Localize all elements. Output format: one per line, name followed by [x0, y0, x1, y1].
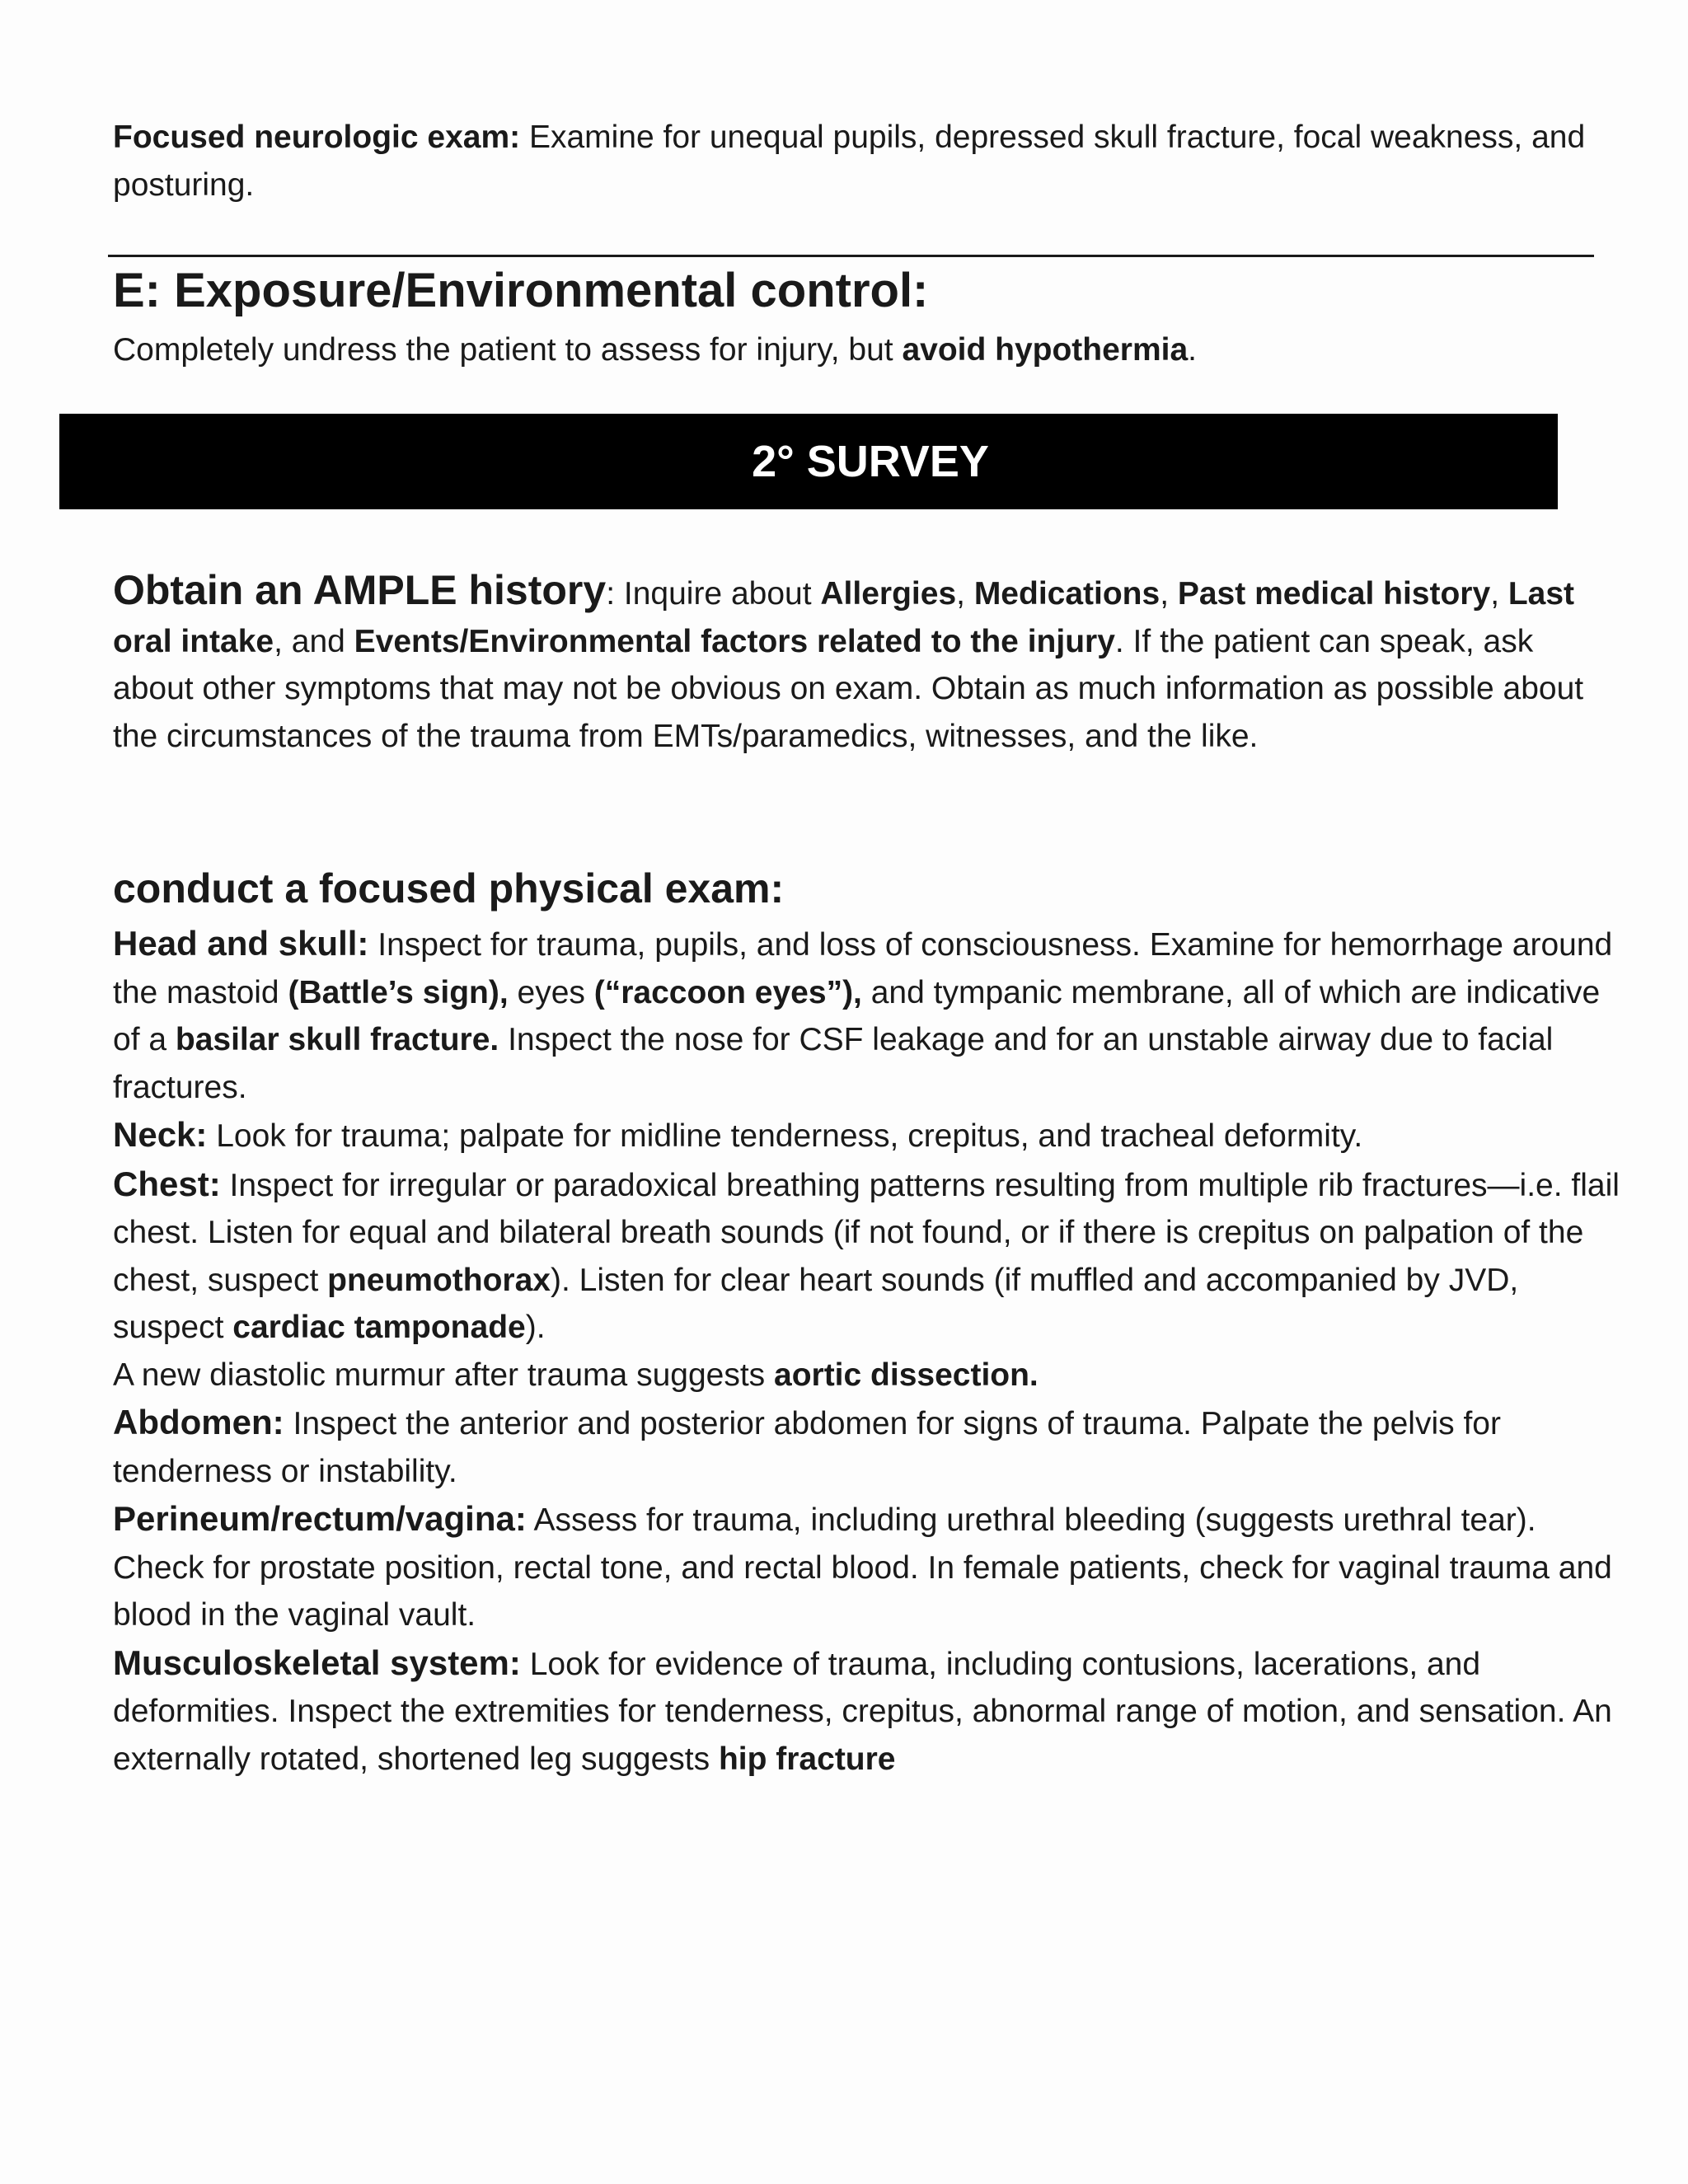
- neuro-exam-paragraph: [113, 114, 1613, 209]
- ample-heading: Obtain an AMPLE history: [113, 567, 607, 613]
- physical-exam-heading: conduct a focused physical exam:: [113, 865, 785, 912]
- battles-sign: (Battle’s sign),: [288, 974, 509, 1010]
- chest-paragraph: [113, 1160, 1621, 1352]
- pneumothorax: pneumothorax: [327, 1262, 551, 1298]
- exposure-bold: avoid hypothermia: [902, 332, 1189, 368]
- murmur-paragraph: [113, 1352, 1621, 1399]
- abdomen-paragraph: [113, 1399, 1621, 1495]
- musculoskeletal-paragraph: [113, 1639, 1621, 1783]
- ample-medications: Medications: [973, 576, 1160, 612]
- head-text: Inspect for trauma, pupils, and loss of consciousness. Examine for hemorrhage around the mastoid: [113, 927, 1613, 1010]
- murmur-text: A new diastolic murmur after trauma suggests: [113, 1357, 774, 1393]
- head-skull-paragraph: [113, 920, 1621, 1111]
- exposure-text-end: .: [1188, 332, 1198, 368]
- raccoon-eyes: (“raccoon eyes”),: [593, 974, 862, 1010]
- abdomen-label: Abdomen:: [113, 1403, 284, 1441]
- neck-label: Neck:: [113, 1115, 208, 1154]
- exposure-text: Completely undress the patient to assess for injury, but: [113, 332, 903, 368]
- musculoskeletal-text: Look for evidence of trauma, including contusions, lacerations, and deformities. Inspect the extremities for tenderness, crepitus, abnormal range of motion, and sensation. An externally rotated, shortened leg suggests: [113, 1646, 1612, 1777]
- ample-intro: : Inquire about: [606, 576, 821, 612]
- ample-sep: ,: [1490, 576, 1508, 612]
- ample-last-oral: Last oral intake: [113, 576, 1575, 659]
- head-text: and tympanic membrane, all of which are indicative of a: [113, 974, 1601, 1057]
- abdomen-text: Inspect the anterior and posterior abdomen for signs of trauma. Palpate the pelvis for tenderness or instability.: [113, 1406, 1501, 1489]
- chest-label: Chest:: [113, 1164, 221, 1203]
- perineum-text: Assess for trauma, including urethral bleeding (suggests urethral tear). Check for prostate position, rectal tone, and rectal blood. In female patients, check for vaginal trauma and blood in the vaginal vault.: [113, 1502, 1612, 1633]
- ample-rest: . If the patient can speak, ask about other symptoms that may not be obvious on exam. Obtain as much information as possible about the circumstances of the trauma from EMTs/paramedics, witnesses, and the like.: [113, 623, 1584, 754]
- ample-allergies: Allergies: [820, 576, 957, 612]
- musculoskeletal-label: Musculoskeletal system:: [113, 1643, 521, 1682]
- perineum-paragraph: [113, 1495, 1621, 1639]
- secondary-survey-banner: [59, 414, 1558, 509]
- chest-text: ). Listen for clear heart sounds (if muffled and accompanied by JVD, suspect: [113, 1262, 1519, 1345]
- aortic-dissection: aortic dissection.: [774, 1357, 1039, 1393]
- hip-fracture: hip fracture: [718, 1741, 896, 1777]
- chest-text: Inspect for irregular or paradoxical breathing patterns resulting from multiple rib fractures—i.e. flail chest. Listen for equal and bilateral breath sounds (if not found, or if there is crepitus on palpation of the chest, suspect: [113, 1167, 1620, 1298]
- ample-sep: , and: [274, 623, 354, 659]
- ample-events: Events/Environmental factors related to the injury: [354, 623, 1115, 659]
- basilar-skull-fracture: basilar skull fracture.: [175, 1022, 499, 1057]
- head-text: Inspect the nose for CSF leakage and for an unstable airway due to facial fractures.: [113, 1022, 1554, 1105]
- head-text: eyes: [508, 974, 594, 1010]
- neck-paragraph: [113, 1111, 1621, 1160]
- ample-sep: ,: [956, 576, 974, 612]
- ample-pmh: Past medical history: [1177, 576, 1491, 612]
- perineum-label: Perineum/rectum/vagina:: [113, 1499, 527, 1538]
- cardiac-tamponade: cardiac tamponade: [232, 1310, 526, 1345]
- exposure-paragraph: [113, 326, 1613, 374]
- head-skull-label: Head and skull:: [113, 924, 369, 963]
- ample-paragraph: [113, 567, 1621, 760]
- chest-text: ).: [525, 1310, 546, 1345]
- physical-exam-body: [113, 920, 1621, 1783]
- banner-title: 2° SURVEY: [752, 437, 989, 486]
- section-divider: [108, 255, 1594, 257]
- neck-text: Look for trauma; palpate for midline tenderness, crepitus, and tracheal deformity.: [207, 1118, 1363, 1154]
- ample-sep: ,: [1160, 576, 1178, 612]
- neuro-exam-label: Focused neurologic exam:: [113, 120, 521, 155]
- neuro-exam-text: Examine for unequal pupils, depressed skull fracture, focal weakness, and posturing.: [113, 120, 1586, 203]
- exposure-heading: E: Exposure/Environmental control:: [113, 264, 929, 317]
